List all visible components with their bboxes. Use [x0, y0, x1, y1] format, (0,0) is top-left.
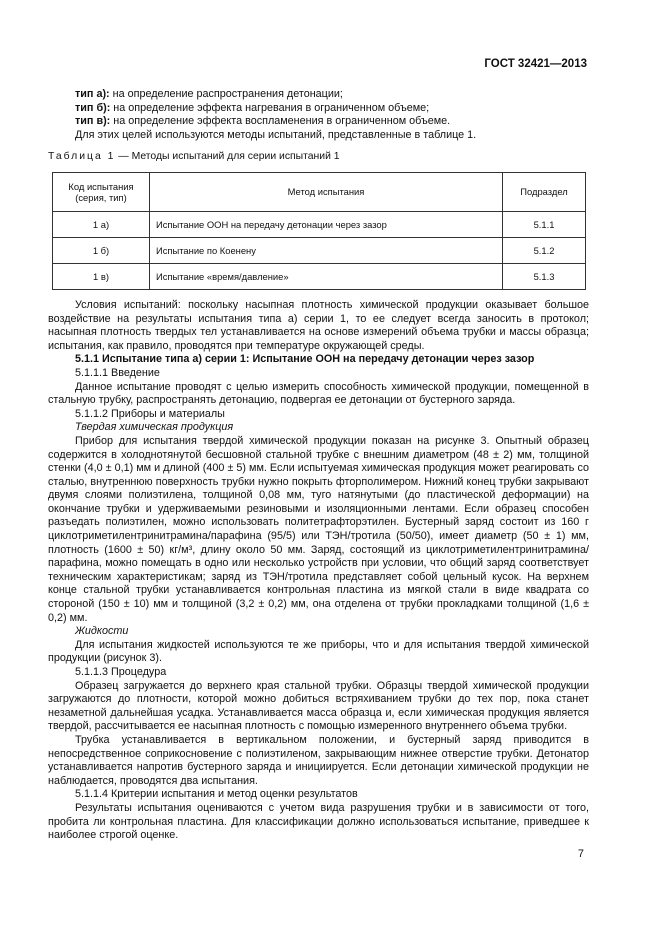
solid-products-paragraph: Прибор для испытания твердой химической продукции показан на рисунке 3. Опытный образец содержится в холоднотянутой бесшовной стальной трубке с внешним диаметром (48 ± 2) мм, толщиной стенки (4,0 ± 0,1) мм и длиной (400 ± 5) мм. Если испытуемая химическая продукция может реагировать со сталью, внутреннюю поверхность трубки нужно покрыть фторполимером. Нижний конец трубки закрывают двумя слоями полиэтилена, толщиной 0,08 мм, туго натянутыми (до пластической деформации) на окончание трубки и удерживаемыми резиновыми и изоляционными лентами. Если образец способен разъедать полиэтилен, можно использовать политетрафторэтилен. Бустерный заряд состоит из 160 г циклотриметилентринитрамина/парафина (95/5) или ТЭН/тротила (50/50), имеет диаметр (50 ± 1) мм, плотность (1600 ± 50) кг/м³, длину около 50 мм. Заряд, состоящий из циклотриметилентринитрамина/ парафина, можно помещать в одно или несколько устройств при условии, что общий заряд соответствует техническим характеристикам; заряд из ТЭН/тротила представляет собой цельный кусок. На верхнем конце стальной трубки устанавливается контрольная пластина из мягкой стали в виде квадрата со стороной (150 ± 10) мм и толщиной (3,2 ± 0,2) мм, она отделена от трубки прокладками толщиной (1,6 ± 0,2) мм.: [48, 434, 589, 624]
introduction-paragraph: Данное испытание проводят с целью измерить способность химической продукции, помещенной в стальную трубку, распространять детонацию, подвергая ее детонации от бустерного заряда.: [48, 380, 589, 407]
liquids-paragraph: Для испытания жидкостей используются те же приборы, что и для испытания твердой химической продукции (рисунок 3).: [48, 638, 589, 665]
section-5-1-1-2-heading: 5.1.1.2 Приборы и материалы: [75, 407, 225, 420]
section-5-1-1-heading: 5.1.1 Испытание типа а) серии 1: Испытание ООН на передачу детонации через зазор: [75, 353, 535, 366]
page-number: 7: [577, 848, 584, 860]
section-5-1-1-3-heading: 5.1.1.3 Процедура: [75, 666, 167, 678]
cell-code: 1 б): [53, 237, 150, 263]
type-b-text: на определение эффекта нагревания в ограниченном объеме;: [110, 101, 430, 114]
procedure-paragraph-2: Трубка устанавливается в вертикальном положении, и бустерный заряд приводится в непосредственное соприкосновение с полиэтиленом, закрывающим нижнее отверстие трубки. Детонатор устанавливается напротив бустерного заряда и инициируется. Если детонации химической продукции не наблюдается, проводятся два испытания.: [48, 733, 589, 787]
cell-method: Испытание ООН на передачу детонации через зазор: [150, 211, 503, 237]
table-header-row: [53, 172, 586, 211]
table-row: [53, 237, 586, 263]
header-subsection: Подраздел: [503, 172, 586, 211]
table-caption-prefix: Таблица 1: [48, 151, 116, 163]
cell-subsection: 5.1.2: [503, 237, 586, 263]
intro-after-types: Для этих целей используются методы испытаний, представленные в таблице 1.: [75, 128, 477, 141]
header-test-method: Метод испытания: [150, 172, 503, 211]
cell-subsection: 5.1.3: [503, 263, 586, 289]
procedure-paragraph-1: Образец загружается до верхнего края стальной трубки. Образцы твердой химической продукции загружаются до плотности, которой можно добиться встряхиванием трубки до тех пор, пока станет незаметной дальнейшая усадка. Устанавливается масса образца и, если химическая продукция является твердой, рассчитывается ее насыпная плотность с помощью измеренного внутреннего объема трубки.: [48, 679, 589, 733]
liquids-subheading: Жидкости: [75, 625, 129, 638]
table-row: [53, 211, 586, 237]
test-conditions-paragraph: Условия испытаний: поскольку насыпная плотность химической продукции оказывает большое воздействие на результаты испытания типа а) серии 1, то ее следует всегда заносить в протокол; насыпная плотность твердых тел устанавливается на основе измерений объема трубки и массы образца; испытания, как правило, проводятся при температуре окружающей среды.: [48, 298, 589, 352]
cell-method: Испытание по Коенену: [150, 237, 503, 263]
document-code-header: ГОСТ 32421—2013: [484, 58, 587, 70]
type-a-line: [48, 88, 589, 102]
cell-method: Испытание «время/давление»: [150, 263, 503, 289]
type-a-label: тип а):: [75, 88, 110, 100]
type-c-label: тип в):: [75, 115, 111, 128]
type-c-line: [48, 115, 589, 129]
type-b-label: тип б):: [75, 101, 111, 114]
cell-code: 1 а): [53, 211, 150, 237]
page-content: [48, 88, 589, 843]
type-a-text: на определение распространения детонации;: [109, 88, 343, 100]
cell-subsection: 5.1.1: [503, 211, 586, 237]
section-5-1-1-4-heading: 5.1.1.4 Критерии испытания и метод оценки результатов: [75, 788, 358, 801]
methods-table: [52, 172, 586, 290]
solid-products-subheading: Твердая химическая продукция: [75, 421, 234, 434]
section-5-1-1-1-heading: 5.1.1.1 Введение: [75, 366, 160, 379]
criteria-paragraph: Результаты испытания оцениваются с учетом вида разрушения трубки и в зависимости от того, пробита ли контрольная пластина. Для классификации должно использоваться испытание, приведшее к наиболее строгой оценке.: [48, 801, 589, 842]
table-caption: [48, 150, 589, 164]
cell-code: 1 в): [53, 263, 150, 289]
type-b-line: [48, 102, 589, 116]
type-c-text: на определение эффекта воспламенения в ограниченном объеме.: [110, 115, 451, 128]
table-row: [53, 263, 586, 289]
table-caption-text: — Методы испытаний для серии испытаний 1: [115, 151, 340, 163]
header-test-code: Код испытания (серия, тип): [53, 172, 150, 211]
